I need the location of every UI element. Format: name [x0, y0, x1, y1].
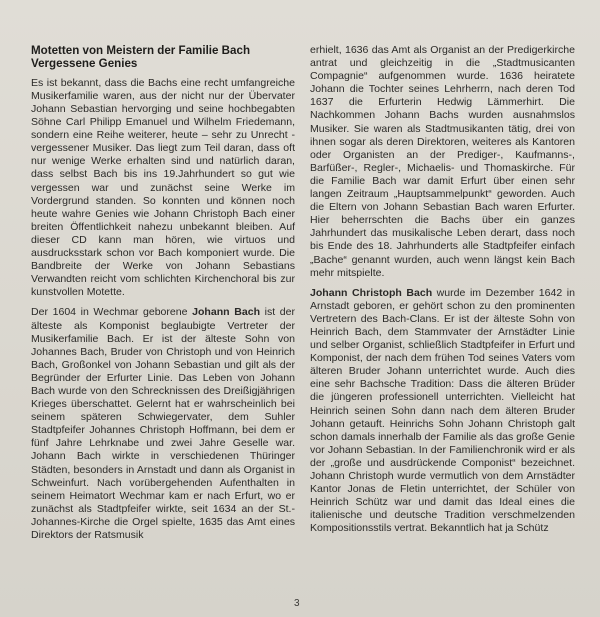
page-number: 3: [294, 598, 300, 609]
johann-bach-name: Johann Bach: [192, 306, 261, 319]
intro-paragraph: Es ist bekannt, dass die Bachs eine recht umfangreiche Musikerfamilie waren, aus der nicht nur der Übervater Johann Sebastian hervorging und seine hochbegabten Söhne Carl Philipp Emanuel und Wilhelm Friedemann, sondern eine Reihe weiterer, heute – sehr zu Unrecht - vergessener Musiker. Das liegt zum Teil daran, dass oft nur wenige Werke erhalten sind und natürlich daran, dass selbst Bach bis ins 19.Jahrhundert so gut wie vergessen war und zunächst seine Werke im Vordergrund standen. So konnten und können noch heute wahre Genies wie Johann Christoph Bach einer breiten Öffentlichkeit nahezu unbekannt bleiben. Auf dieser CD kann man hören, wie virtuos und ausdrucksstark schon vor Bach komponiert wurde. Die Bandbreite der Werke von Johann Sebastians Verwandten reicht vom schlichten Kirchenchoral bis zur kunstvollen Motette.: [31, 76, 295, 299]
johann-christoph-paragraph: [310, 287, 575, 536]
johann-bach-paragraph: [31, 306, 295, 542]
heading-line-1: Motetten von Meistern der Familie Bach: [31, 44, 251, 57]
erfurt-paragraph: erhielt, 1636 das Amt als Organist an der Predigerkirche antrat und gleichzeitig in die „Stadtmusicanten Compagnie“ aufgenommen wurde. 1636 heiratete Johann die Tochter seines Lehrherrn, nach deren Tod 1637 die Erfurterin Hedwig Lämmerhirt. Die Nachkommen Johann Bachs wurden ausnahmslos Musiker. Sie waren als Stadtmusikanten tätig, drei von ihnen sogar als deren Direktoren, weiteres als Kantoren oder Organisten an der Prediger-, Kaufmanns-, Barfüßer-, Regler-, Michaelis- und Thomaskirche. Für die Familie Bach war damit Erfurt über einen sehr langen Zeitraum „Hauptsammelpunkt“ geworden. Auch die Eltern von Johann Sebastian Bach waren Erfurter. Hier beherrschten die Bachs über ein ganzes Jahrhundert das musikalische Leben derart, dass noch bis Ende des 18. Jahrhunderts alle Stadtpfeifer einfach „Bache“ genannt wurden, auch wenn längst kein Bach mehr mitspielte.: [310, 44, 575, 279]
heading-line-2: Vergessene Genies: [31, 57, 138, 71]
johann-christoph-name: Johann Christoph Bach: [310, 286, 433, 299]
johann-bach-lead: Der 1604 in Wechmar geborene: [31, 306, 193, 319]
johann-christoph-text: wurde im Dezember 1642 in Arnstadt geboren, er gehört schon zu den prominenten Vertretern des Bach-Clans. Er ist der älteste Sohn von Heinrich Bach, dem Stammvater der Arnstädter Linie und selber Organist, schließlich Stadtpfeifer in Erfurt und Komponist, der nach dem frühen Tod seines Vaters vom älteren Bruder Johann unterrichtet wurde. Auch dies eine sehr Bachsche Tradition: Dass die älteren Brüder die jüngeren professionell unterrichten. Vielleicht hat Heinrich seinen Sohn dann nach dem älteren Bruder Johann getauft. Heinrichs Sohn Johann Christoph galt schon damals innerhalb der Familie als das große Genie vor Johann Sebastian. In der Familienchronik wird er als der „große und ausdrückende Componist“ bezeichnet. Johann Christoph wurde vermutlich von dem Arnstädter Kantor Jonas de Fletin unterrichtet, der Schüler von Heinrich Schütz war und damit das Ideal eines die italienische und deutsche Tradition verschmelzenden Kompositionsstils vertrat. Bekanntlich hat ja Schütz: [310, 286, 575, 535]
article-heading: [31, 44, 295, 71]
johann-bach-text: ist der älteste als Komponist beglaubigte Vertreter der Musikerfamilie Bach. Er ist der älteste Sohn von Johannes Bach, Bruder von Christoph und von Heinrich Bach, Großonkel von Johann Sebastian und gilt als der Begründer der Erfurter Linie. Das Leben von Johann Bach wurde von den Schrecknissen des Dreißigjährigen Krieges überschattet. Gelernt hat er wahrscheinlich bei seinem späteren Schwiegervater, dem Suhler Stadtpfeifer Johannes Christoph Hoffmann, bei dem er fünf Jahre Lehrknabe und zwei Jahre Geselle war. Johann Bach wirkte in verschiedenen Thüringer Städten, besonders in Arnstadt und dann als Organist in Schweinfurt. Nach vorübergehenden Aufenthalten in seinem Heimatort Wechmar kam er nach Erfurt, wo er zunächst als Stadtpfeifer wirkte, seit 1634 an der St.-Johannes-Kirche die Orgel spielte, 1635 das Amt eines Direktors der Ratsmusik: [31, 306, 295, 541]
left-column: [31, 44, 295, 549]
right-column: [310, 44, 575, 542]
